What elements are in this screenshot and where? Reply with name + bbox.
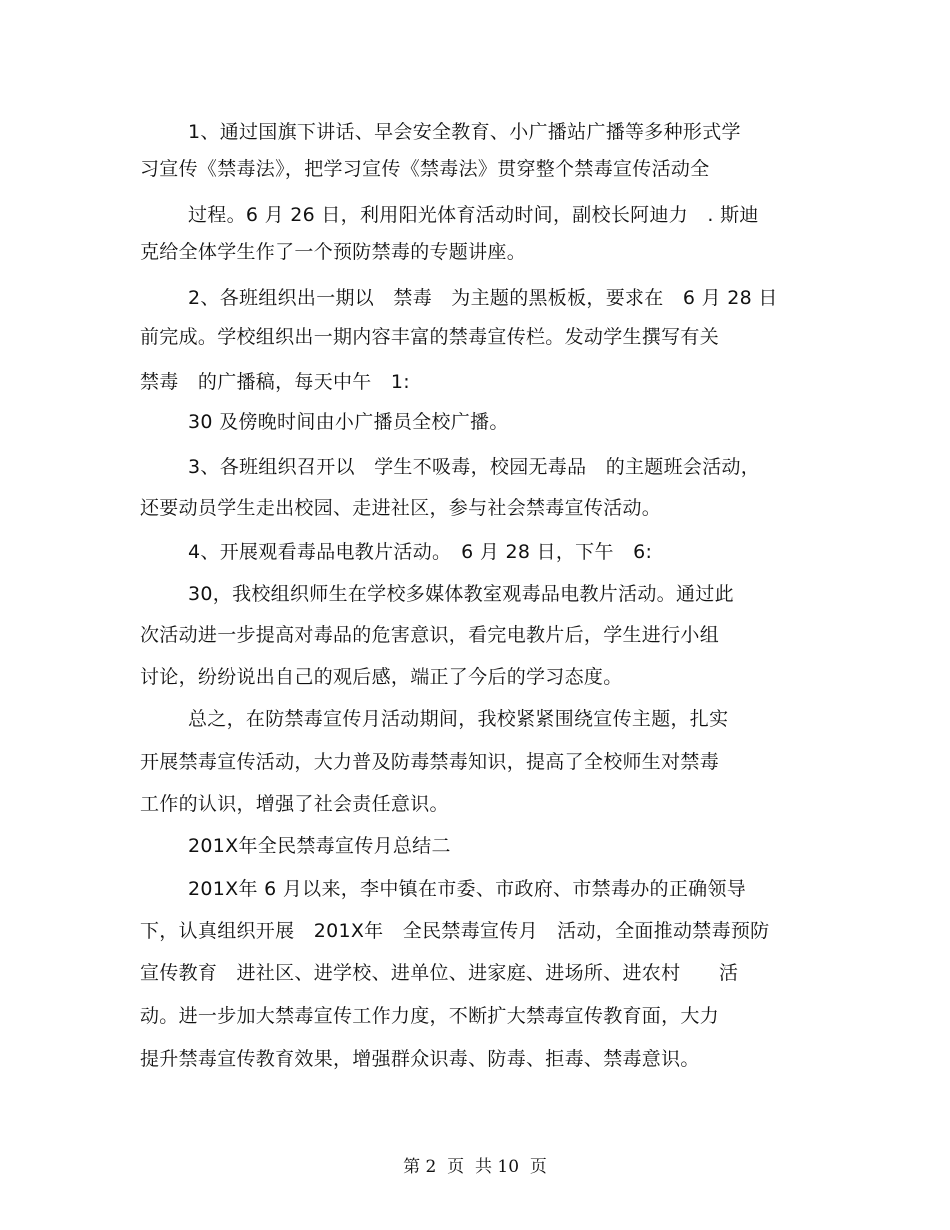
- body-line-17: 工作的认识，增强了社会责任意识。: [140, 793, 449, 815]
- body-line-6: 前完成。学校组织出一期内容丰富的禁毒宣传栏。发动学生撰写有关: [140, 326, 720, 348]
- body-line-15: 总之，在防禁毒宣传月活动期间，我校紧紧围绕宣传主题，扎实: [188, 708, 729, 730]
- body-line-10: 还要动员学生走出校园、走进社区，参与社会禁毒宣传活动。: [140, 497, 662, 519]
- body-line-19: 201X年 6 月以来，李中镇在市委、市政府、市禁毒办的正确领导: [188, 878, 747, 900]
- body-line-5: 2、各班组织出一期以 禁毒 为主题的黑板板，要求在 6 月 28 日: [188, 287, 778, 309]
- body-line-11: 4、开展观看毒品电教片活动。 6 月 28 日，下午 6:: [188, 541, 653, 563]
- body-line-3: 过程。6 月 26 日，利用阳光体育活动时间，副校长阿迪力 . 斯迪: [188, 204, 759, 226]
- body-line-2: 习宣传《禁毒法》，把学习宣传《禁毒法》贯穿整个禁毒宣传活动全: [140, 158, 710, 180]
- section-heading: 201X年全民禁毒宣传月总结二: [188, 835, 451, 857]
- body-line-7: 禁毒 的广播稿，每天中午 1:: [140, 371, 410, 393]
- body-line-16: 开展禁毒宣传活动，大力普及防毒禁毒知识，提高了全校师生对禁毒: [140, 751, 720, 773]
- body-line-12: 30，我校组织师生在学校多媒体教室观毒品电教片活动。通过此: [188, 583, 734, 605]
- body-line-21: 宣传教育 进社区、进学校、进单位、进家庭、进场所、进农村 活: [140, 962, 739, 984]
- body-line-4: 克给全体学生作了一个预防禁毒的专题讲座。: [140, 241, 527, 263]
- body-line-13: 次活动进一步提高对毒品的危害意识，看完电教片后，学生进行小组: [140, 624, 720, 646]
- body-line-22: 动。进一步加大禁毒宣传工作力度，不断扩大禁毒宣传教育面，大力: [140, 1005, 720, 1027]
- page-number-footer: 第 2 页 共 10 页: [403, 1157, 547, 1177]
- body-line-8: 30 及傍晚时间由小广播员全校广播。: [188, 411, 509, 433]
- body-line-1: 1、通过国旗下讲话、早会安全教育、小广播站广播等多种形式学: [188, 121, 741, 143]
- body-line-20: 下，认真组织开展 201X年 全民禁毒宣传月 活动，全面推动禁毒预防: [140, 920, 770, 942]
- body-line-9: 3、各班组织召开以 学生不吸毒，校园无毒品 的主题班会活动，: [188, 456, 761, 478]
- body-line-23: 提升禁毒宣传教育效果，增强群众识毒、防毒、拒毒、禁毒意识。: [140, 1048, 700, 1070]
- body-line-14: 讨论，纷纷说出自己的观后感，端正了今后的学习态度。: [140, 666, 623, 688]
